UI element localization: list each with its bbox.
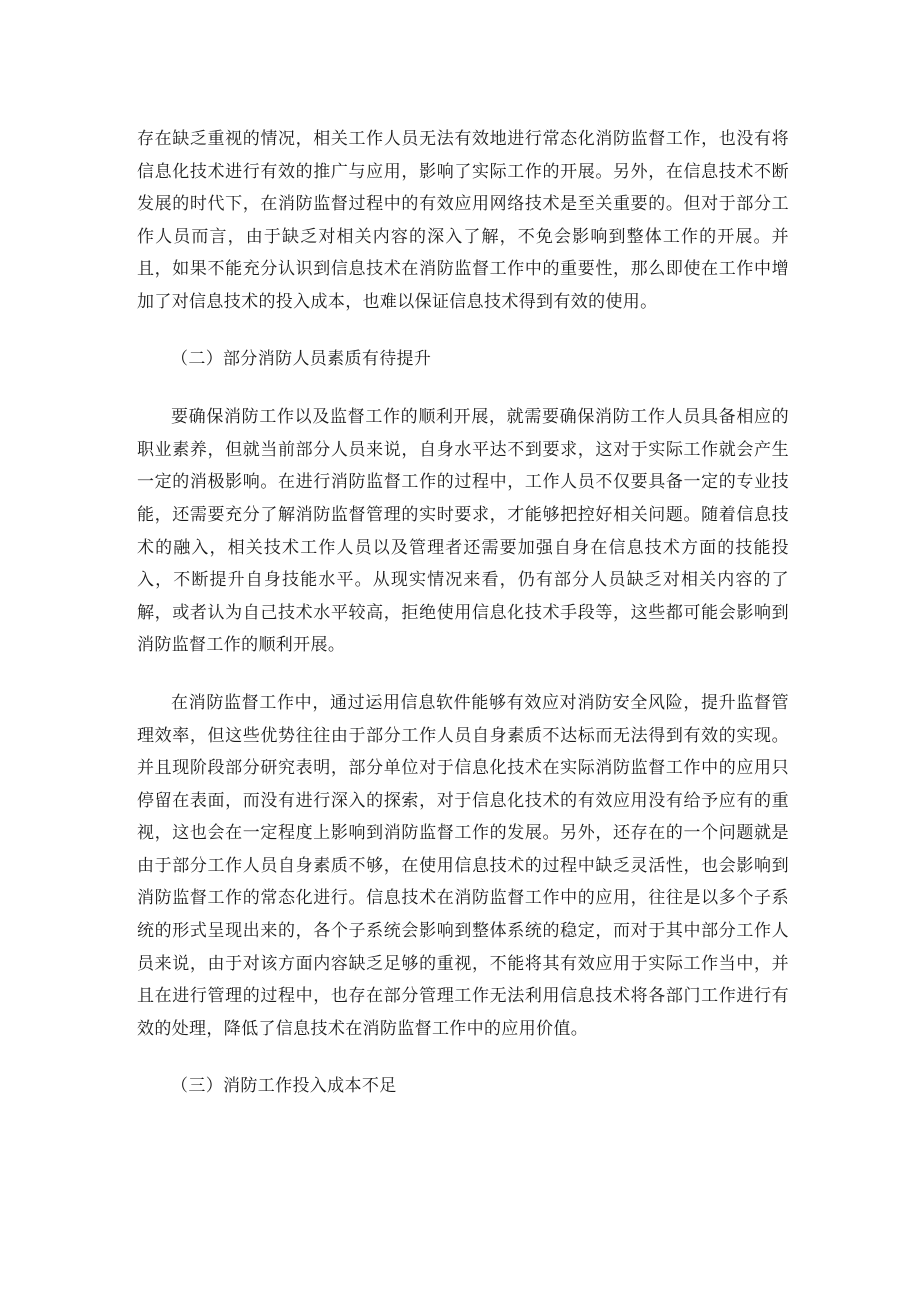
section-heading: （三）消防工作投入成本不足 bbox=[171, 1076, 397, 1097]
document-body bbox=[137, 123, 789, 1103]
body-paragraph: 要确保消防工作以及监督工作的顺利开展，就需要确保消防工作人员具备相应的职业素养，但就当前部分人员来说，自身水平达不到要求，这对于实际工作就会产生一定的消极影响。在进行消防监督工作的过程中，工作人员不仅要具备一定的专业技能，还需要充分了解消防监督管理的实时要求，才能够把控好相关问题。随着信息技术的融入，相关技术工作人员以及管理者还需要加强自身在信息技术方面的技能投入，不断提升自身技能水平。从现实情况来看，仍有部分人员缺乏对相关内容的了解，或者认为自己技术水平较高，拒绝使用信息化技术手段等，这些都可能会影响到消防监督工作的顺利开展。 bbox=[137, 407, 789, 656]
body-paragraph: 存在缺乏重视的情况，相关工作人员无法有效地进行常态化消防监督工作，也没有将信息化技术进行有效的推广与应用，影响了实际工作的开展。另外，在信息技术不断发展的时代下，在消防监督过程中的有效应用网络技术是至关重要的。但对于部分工作人员而言，由于缺乏对相关内容的深入了解，不免会影响到整体工作的开展。并且，如果不能充分认识到信息技术在消防监督工作中的重要性，那么即使在工作中增加了对信息技术的投入成本，也难以保证信息技术得到有效的使用。 bbox=[137, 129, 789, 312]
body-paragraph: 在消防监督工作中，通过运用信息软件能够有效应对消防安全风险，提升监督管理效率，但这些优势往往由于部分工作人员自身素质不达标而无法得到有效的实现。并且现阶段部分研究表明，部分单位对于信息化技术在实际消防监督工作中的应用只停留在表面，而没有进行深入的探索，对于信息化技术的有效应用没有给予应有的重视，这也会在一定程度上影响到消防监督工作的发展。另外，还存在的一个问题就是由于部分工作人员自身素质不够，在使用信息技术的过程中缺乏灵活性，也会影响到消防监督工作的常态化进行。信息技术在消防监督工作中的应用，往往是以多个子系统的形式呈现出来的，各个子系统会影响到整体系统的稳定，而对于其中部分工作人员来说，由于对该方面内容缺乏足够的重视，不能将其有效应用于实际工作当中，并且在进行管理的过程中，也存在部分管理工作无法利用信息技术将各部门工作进行有效的处理，降低了信息技术在消防监督工作中的应用价值。 bbox=[137, 692, 789, 1039]
section-heading: （二）部分消防人员素质有待提升 bbox=[171, 348, 432, 369]
